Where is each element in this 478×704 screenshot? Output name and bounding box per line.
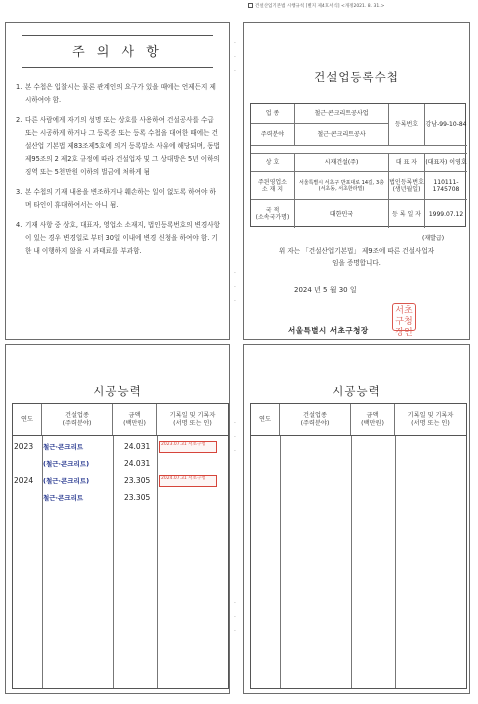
amount-cell: 23.305 bbox=[124, 476, 151, 485]
notice-item-text: 기재 사항 중 상호, 대표자, 영업소 소재지, 법인등록번호의 변경사항이 있는 경우 변경일로 부터 30일 이내에 변경 신청을 하여야 함. 기한 내 이행하지 않을 시 과태료를 부과함. bbox=[25, 221, 221, 255]
year-cell: 2023 bbox=[14, 442, 34, 451]
amount-cell: 24.031 bbox=[124, 459, 151, 468]
value-office: 서울특별시 서초구 반포대로 14길, 3층 (서초동, 서초한라빌) bbox=[295, 172, 389, 200]
form-header-text: 건설산업기본법 시행규칙 [별지 제4호서식] <개정2021. 8. 31.> bbox=[255, 4, 385, 9]
field-cell: 철근·콘크리트 bbox=[43, 494, 84, 502]
capability-page-right bbox=[243, 344, 470, 694]
capability-table-right bbox=[250, 403, 467, 689]
certificate-page bbox=[243, 22, 470, 340]
year-cell: 2024 bbox=[14, 476, 34, 485]
notice-item bbox=[16, 186, 221, 212]
cap-title-left: 시공능력 bbox=[93, 384, 142, 398]
issue-date: 2024 년 5 월 30 일 bbox=[294, 286, 357, 294]
cert-title: 건설업등록수첩 bbox=[314, 70, 399, 84]
label-trade-name: 상 호 bbox=[251, 154, 295, 172]
col-divider bbox=[280, 436, 281, 688]
label-office: 주된영업소 소 재 지 bbox=[251, 172, 295, 200]
value-representative: (대표자) 이영호 bbox=[425, 154, 467, 172]
header-record: 기록일 및 기록자 (서명 또는 인) bbox=[169, 411, 216, 427]
title-rule-bottom bbox=[22, 67, 213, 68]
binding-dots: · · · bbox=[234, 40, 236, 75]
label-reg-date: 등 록 일 자 bbox=[389, 200, 425, 228]
notice-item-number: 1. bbox=[16, 83, 23, 91]
field-cell: (철근·콘크리트) bbox=[43, 477, 90, 485]
value-reg-no: 강남-99-10-84 bbox=[425, 104, 467, 146]
header-year: 연도 bbox=[13, 404, 42, 435]
value-main-field: 철근·콘크리트공사 bbox=[295, 124, 389, 146]
capability-rows bbox=[251, 436, 466, 688]
capability-table-left bbox=[12, 403, 229, 689]
notice-item-number: 4. bbox=[16, 221, 23, 229]
header-year: 연도 bbox=[251, 404, 280, 435]
label-corp-no: 법인등록번호 (생년월일) bbox=[389, 172, 425, 200]
notice-item-text: 본 수첩의 기재 내용을 변조하거나 훼손하는 일이 없도록 하여야 하며 타인이 휴대하여서는 아니 됨. bbox=[25, 188, 216, 209]
notice-list bbox=[16, 81, 221, 265]
reissue-note: (재발급) bbox=[422, 235, 445, 242]
value-trade-name: 시재건설(주) bbox=[295, 154, 389, 172]
field-cell: 철근·콘크리트 bbox=[43, 443, 84, 451]
value-corp-no: 110111-1745708 bbox=[425, 172, 467, 200]
binding-dots: · · · bbox=[234, 600, 236, 635]
binding-dots: · · · bbox=[234, 270, 236, 305]
notice-item bbox=[16, 219, 221, 258]
capability-rows bbox=[13, 436, 228, 688]
notice-item-number: 2. bbox=[16, 116, 23, 124]
notice-item-text: 본 수첩은 입찰시는 물론 관계인의 요구가 있을 때에는 언제든지 제시하여야 함. bbox=[25, 83, 216, 104]
label-reg-no: 등록번호 bbox=[389, 104, 425, 146]
record-stamp: 2023.07.31 서초구청 bbox=[159, 441, 217, 453]
cert-body-text: 위 자는 「건설산업기본법」 제9조에 따른 건설사업자임을 증명합니다. bbox=[278, 247, 435, 267]
table-row bbox=[13, 474, 228, 490]
record-stamp: 2024.07.31 서초구청 bbox=[159, 475, 217, 487]
header-amount: 금액 (백만원) bbox=[113, 404, 157, 435]
table-row bbox=[13, 440, 228, 456]
official-seal: 서초구청장인 bbox=[392, 303, 416, 331]
amount-cell: 24.031 bbox=[124, 442, 151, 451]
notice-item bbox=[16, 81, 221, 107]
cap-title-right: 시공능력 bbox=[332, 384, 381, 398]
table-row bbox=[13, 491, 228, 507]
col-divider bbox=[351, 436, 352, 688]
label-business: 업 종 bbox=[251, 104, 295, 124]
title-rule-top bbox=[22, 35, 213, 36]
notice-page bbox=[5, 22, 230, 340]
issuer-name: 서울특별시 서초구청장 bbox=[288, 326, 369, 335]
cap-header-row bbox=[251, 404, 466, 436]
header-field: 건설업종 (주력분야) bbox=[42, 404, 113, 435]
value-business: 철근·콘크리트공사업 bbox=[295, 104, 389, 124]
value-nationality: 대한민국 bbox=[295, 200, 389, 228]
field-cell: (철근·콘크리트) bbox=[43, 460, 90, 468]
notice-item-number: 3. bbox=[16, 188, 23, 196]
notice-item bbox=[16, 114, 221, 179]
spacer-row bbox=[251, 146, 467, 154]
checkbox-icon bbox=[248, 3, 253, 8]
cert-info-table bbox=[250, 103, 466, 227]
label-nationality: 국 적 (소속국가명) bbox=[251, 200, 295, 228]
amount-cell: 23.305 bbox=[124, 493, 151, 502]
table-row bbox=[13, 457, 228, 473]
label-main-field: 주력분야 bbox=[251, 124, 295, 146]
header-amount: 금액 (백만원) bbox=[351, 404, 395, 435]
header-record: 기록일 및 기록자 (서명 또는 인) bbox=[407, 411, 454, 427]
header-field: 건설업종 (주력분야) bbox=[280, 404, 351, 435]
capability-page-left bbox=[5, 344, 230, 694]
notice-item-text: 다른 사람에게 자기의 성명 또는 상호를 사용하여 건설공사를 수급 또는 시공하게 하거나 그 등록증 또는 등록 수첩을 대여한 때에는 건설산업 기본법 제83조제5호에 의거 등록말소 사유에 해당되며, 동법 제95조의 2 제2호 규정에 따라 건설업자 및 그 상대방은 5년 이하의 징역 또는 5천만원 이하의 벌금에 처하게 됨 bbox=[25, 116, 220, 176]
label-representative: 대 표 자 bbox=[389, 154, 425, 172]
cap-header-row bbox=[13, 404, 228, 436]
col-divider bbox=[395, 436, 396, 688]
value-reg-date: 1999.07.12 bbox=[428, 210, 464, 218]
binding-dots: · · · bbox=[234, 420, 236, 455]
form-header-note bbox=[248, 3, 384, 9]
notice-title: 주 의 사 항 bbox=[72, 45, 163, 60]
